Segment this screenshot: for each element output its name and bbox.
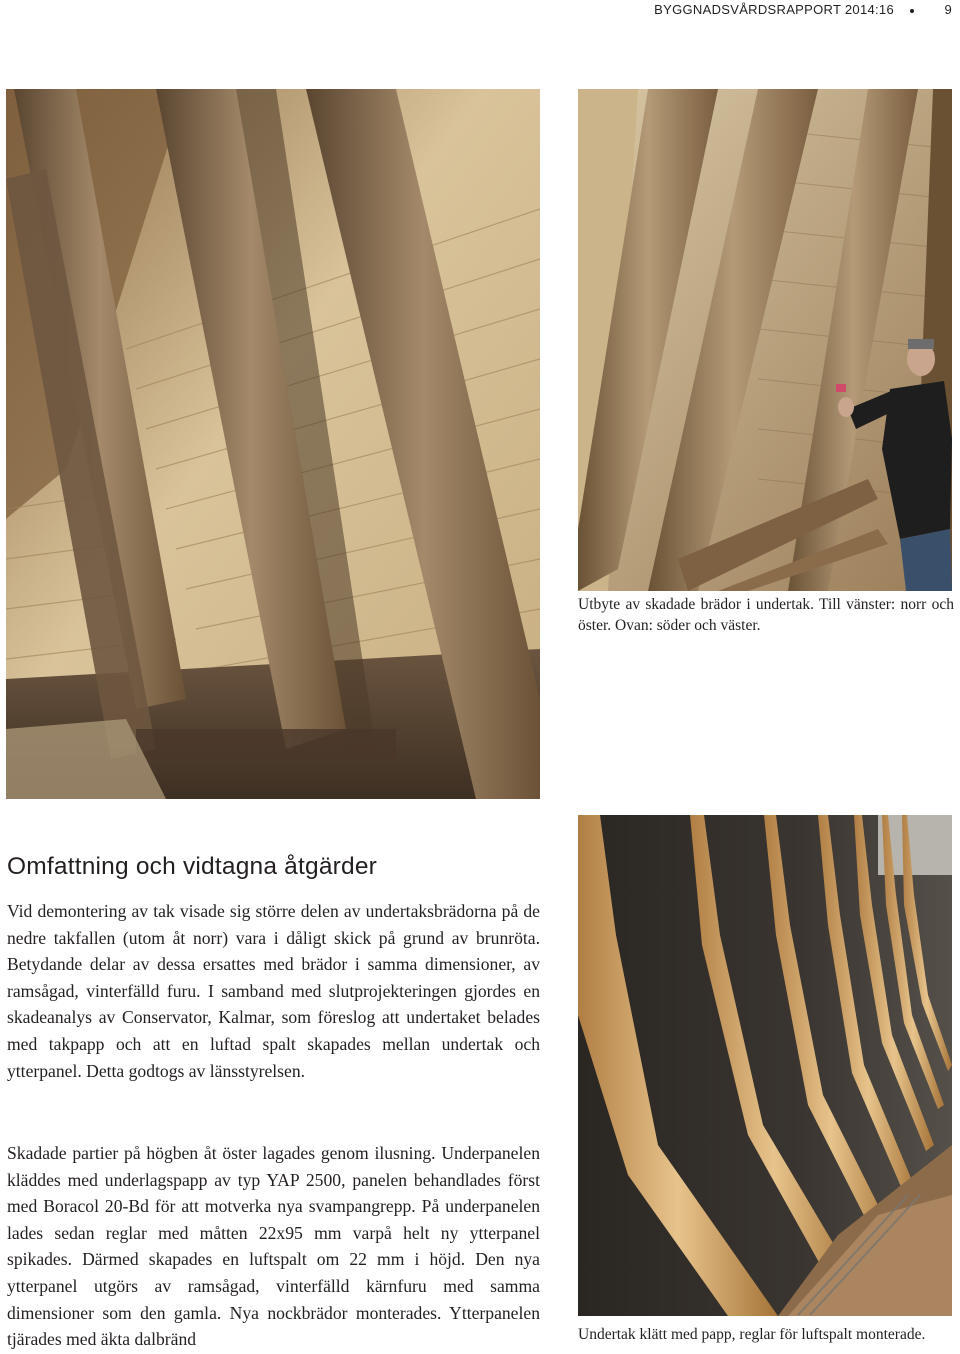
photo-attic-south-west-inspector xyxy=(578,89,952,591)
running-header xyxy=(560,0,960,22)
report-title: BYGGNADSVÅRDSRAPPORT 2014:16 xyxy=(654,2,894,17)
bullet-separator xyxy=(910,9,914,13)
section-heading: Omfattning och vidtagna åtgärder xyxy=(7,853,378,880)
body-paragraph-1: Vid demontering av tak visade sig större delen av undertaksbrädorna på de nedre takfallen (utom åt norr) vara i dåligt skick på grund av brunröta. Betydande delar av dessa ersattes med brädor i samma dimensioner, av ramsågad, vinterfälld furu. I samband med slutprojekteringen gjordes en skadeanalys av Conservator, Kalmar, som föreslog att undertaket belades med takpapp och att en luftad spalt skapades mellan undertak och ytterpanel. Detta godtogs av länsstyrelsen. xyxy=(7,901,540,1081)
photo-roof-felt-battens xyxy=(578,815,952,1316)
top-figure-caption: Utbyte av skadade brädor i undertak. Till vänster: norr och öster. Ovan: söder och väster. xyxy=(578,596,954,634)
photo-attic-rafters-north-east xyxy=(6,89,540,799)
body-paragraph-2: Skadade partier på högben åt öster lagades genom ilusning. Underpanelen kläddes med underlagspapp av typ YAP 2500, panelen behandlades först med Boracol 20-Bd för att motverka nya svampangrepp. På underpanelen lades sedan reglar med måtten 22x95 mm varpå helt ny ytterpanel spikades. Därmed skapades en luftspalt om 22 mm i höjd. Den nya ytterpanel utgörs av ramsågad, vinterfälld kärnfuru med samma dimensioner som den gamla. Nya nockbrädor monterades. Ytterpanelen tjärades med äkta dalbränd xyxy=(7,1143,540,1350)
bottom-figure-caption: Undertak klätt med papp, reglar för luftspalt monterade. xyxy=(578,1326,926,1343)
page-number: 9 xyxy=(944,2,952,17)
